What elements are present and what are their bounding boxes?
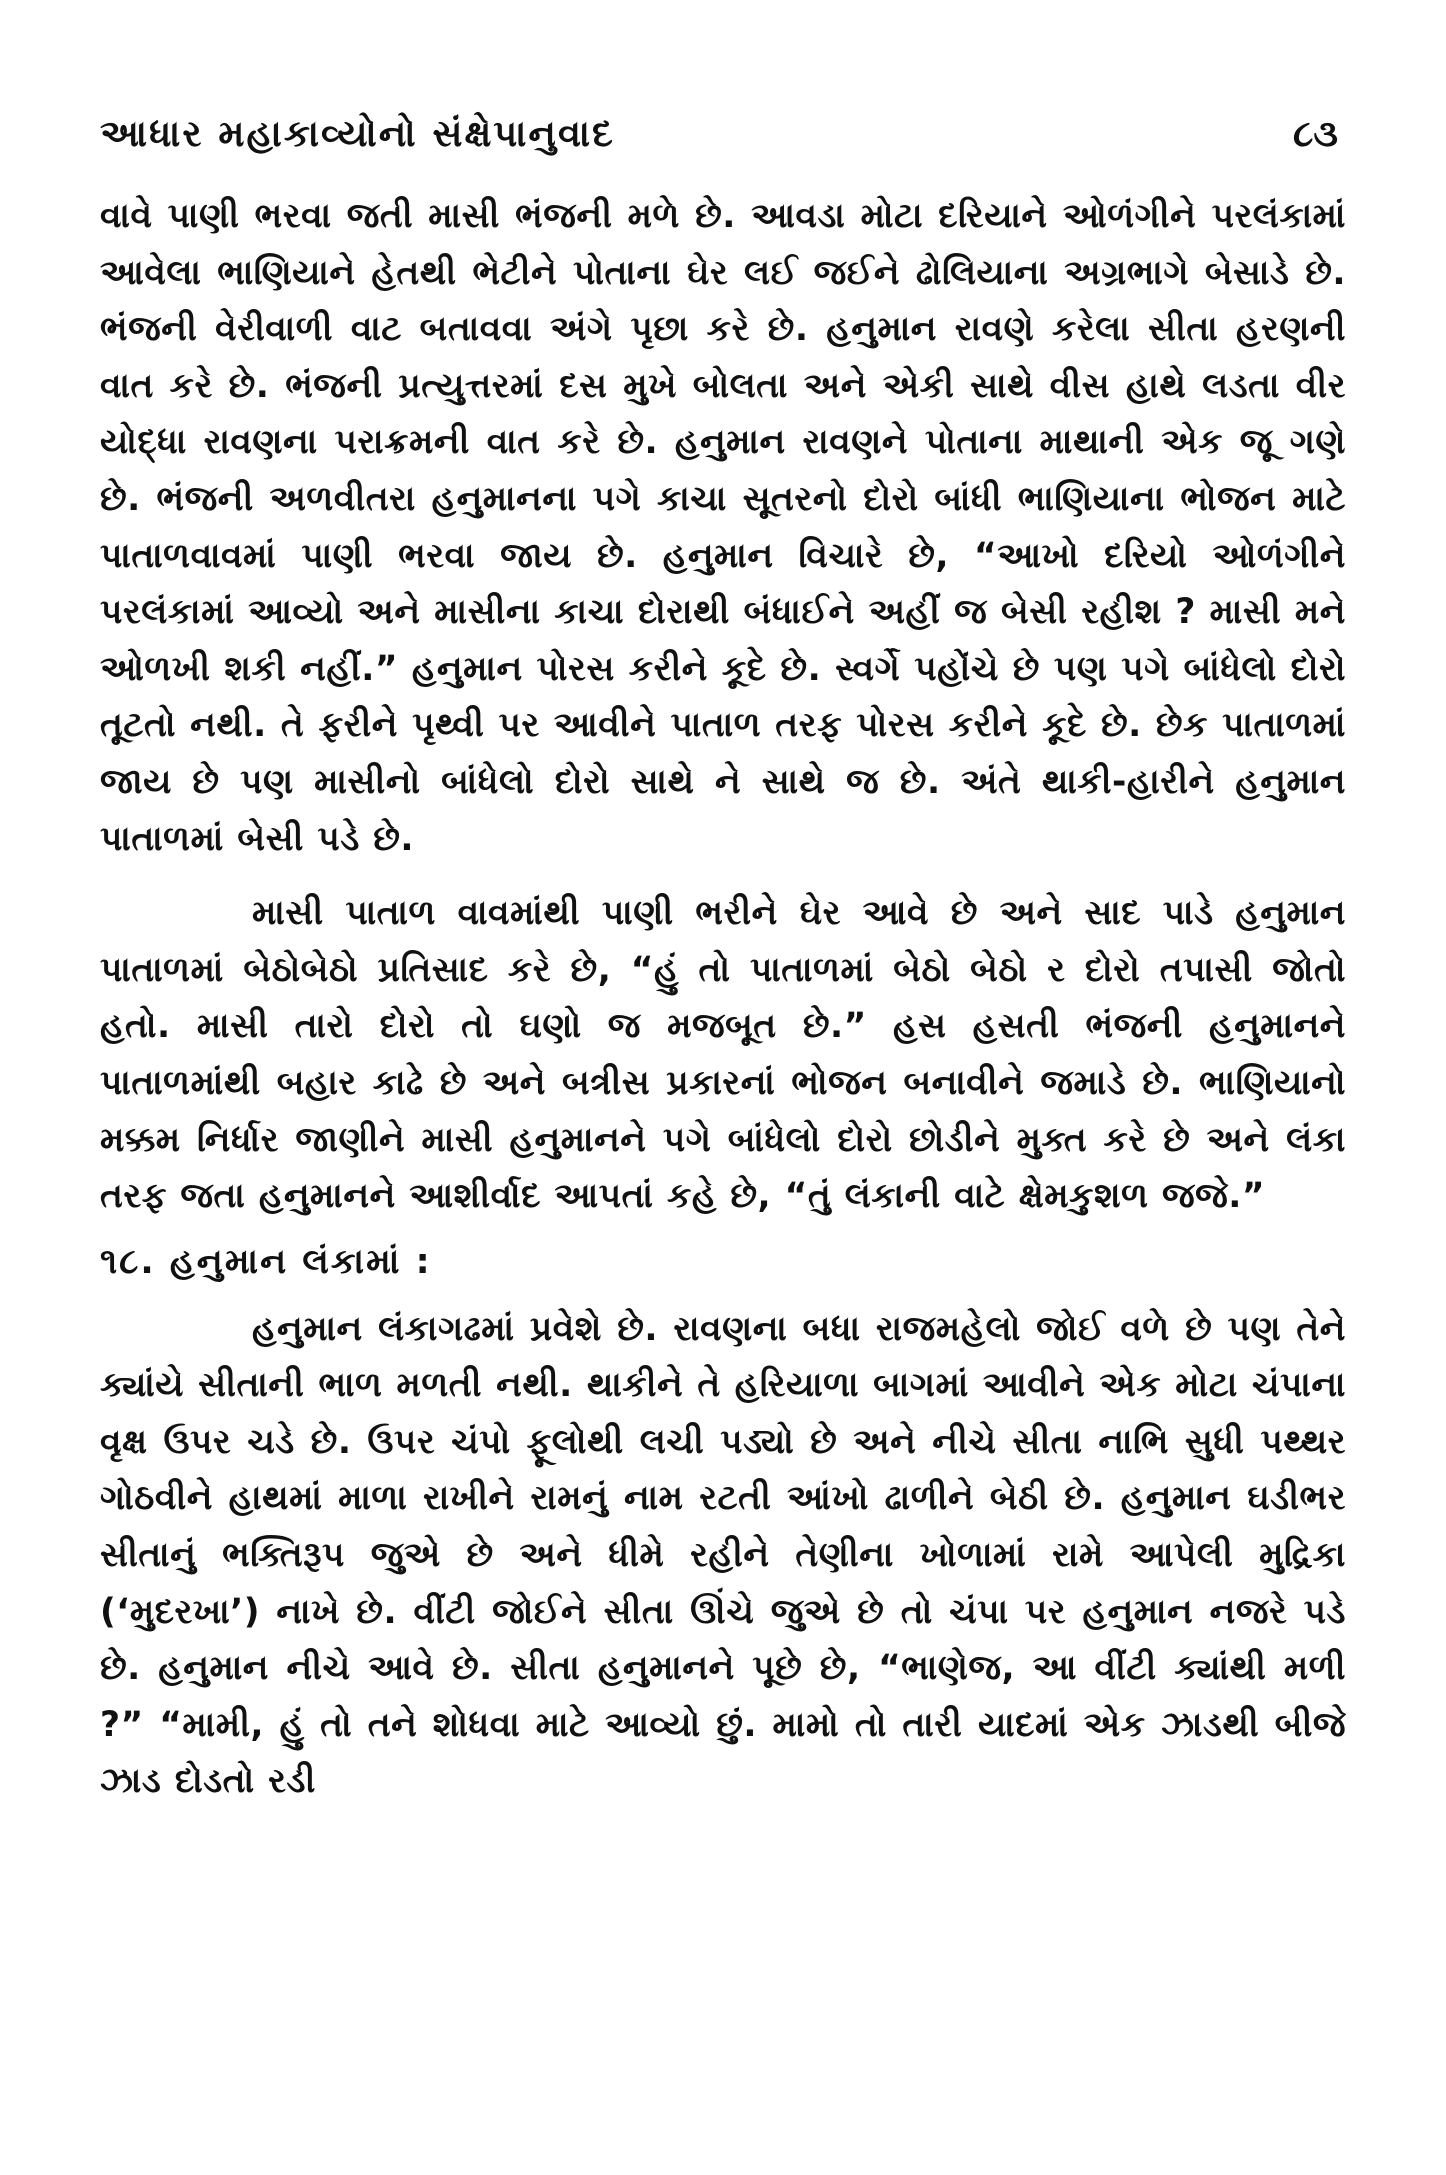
paragraph-1: વાવે પાણી ભરવા જતી માસી ભંજની મળે છે. આવડા મોટા દરિયાને ઓળંગીને પરલંકામાં આવેલા ભાણિયાને હેતથી ભેટીને પોતાના ઘેર લઈ જઈને ઢોલિયાના અગ્રભાગે બેસાડે છે. ભંજની વેરીવાળી વાટ બતાવવા અંગે પૃછા કરે છે. હનુમાન રાવણે કરેલા સીતા હરણની વાત કરે છે. ભંજની પ્રત્યુત્તરમાં દસ મુખે બોલતા અને એકી સાથે વીસ હાથે લડતા વીર યોદ્ધા રાવણના પરાક્રમની વાત કરે છે. હનુમાન રાવણને પોતાના માથાની એક જૂ ગણે છે. ભંજની અળવીતરા હનુમાનના પગે કાચા સૂતરનો દોરો બાંધી ભાણિયાના ભોજન માટે પાતાળવાવમાં પાણી ભરવા જાય છે. હનુમાન વિચારે છે, “આખો દરિયો ઓળંગીને પરલંકામાં આવ્યો અને માસીના કાચા દોરાથી બંધાઈને અહીં જ બેસી રહીશ ? માસી મને ઓળખી શકી નહીં.” હનુમાન પોરસ કરીને કૂદે છે. સ્વર્ગે પહોંચે છે પણ પગે બાંધેલો દોરો તૂટતો નથી. તે ફરીને પૃથ્વી પર આવીને પાતાળ તરફ પોરસ કરીને કૂદે છે. છેક પાતાળમાં જાય છે પણ માસીનો બાંધેલો દોરો સાથે ને સાથે જ છે. અંતે થાકી-હારીને હનુમાન પાતાળમાં બેસી પડે છે.: [100, 196, 1346, 859]
section-heading: ૧૮. હનુમાન લંકામાં :: [100, 1241, 432, 1282]
paragraph-3: હનુમાન લંકાગઢમાં પ્રવેશે છે. રાવણના બધા રાજમહેલો જોઈ વળે છે પણ તેને ક્યાંયે સીતાની ભાળ મળતી નથી. થાકીને તે હરિયાળા બાગમાં આવીને એક મોટા ચંપાના વૃક્ષ ઉપર ચડે છે. ઉપર ચંપો ફૂલોથી લચી પડ્યો છે અને નીચે સીતા નાભિ સુધી પથ્થર ગોઠવીને હાથમાં માળા રાખીને રામનું નામ રટતી આંખો ઢાળીને બેઠી છે. હનુમાન ઘડીભર સીતાનું ભક્તિરૂપ જુએ છે અને ધીમે રહીને તેણીના ખોળામાં રામે આપેલી મુદ્રિકા (‘મુદરખા’) નાખે છે. વીંટી જોઈને સીતા ઊંચે જુએ છે તો ચંપા પર હનુમાન નજરે પડે છે. હનુમાન નીચે આવે છે. સીતા હનુમાનને પૂછે છે, “ભાણેજ, આ વીંટી ક્યાંથી મળી ?” “મામી, હું તો તને શોધવા માટે આવ્યો છું. મામો તો તારી યાદમાં એક ઝાડથી બીજે ઝાડ દોડતો રડી: [100, 1308, 1346, 1802]
page-header: [100, 102, 1346, 166]
paragraph-2: માસી પાતાળ વાવમાંથી પાણી ભરીને ઘેર આવે છે અને સાદ પાડે હનુમાન પાતાળમાં બેઠોબેઠો પ્રતિસાદ કરે છે, “હું તો પાતાળમાં બેઠો બેઠો ર દોરો તપાસી જોતો હતો. માસી તારો દોરો તો ઘણો જ મજબૂત છે.” હસ હસતી ભંજની હનુમાનને પાતાળમાંથી બહાર કાઢે છે અને બત્રીસ પ્રકારનાં ભોજન બનાવીને જમાડે છે. ભાણિયાનો મક્કમ નિર્ધાર જાણીને માસી હનુમાનને પગે બાંધેલો દોરો છોડીને મુક્ત કરે છે અને લંકા તરફ જતા હનુમાનને આશીર્વાદ આપતાં કહે છે, “તું લંકાની વાટે ક્ષેમકુશળ જજે.”: [100, 893, 1346, 1217]
page-number: ૮૩: [1293, 112, 1338, 155]
page-body: [100, 188, 1346, 1810]
running-head: આધાર મહાકાવ્યોનો સંક્ષેપાનુવાદ: [100, 112, 615, 155]
